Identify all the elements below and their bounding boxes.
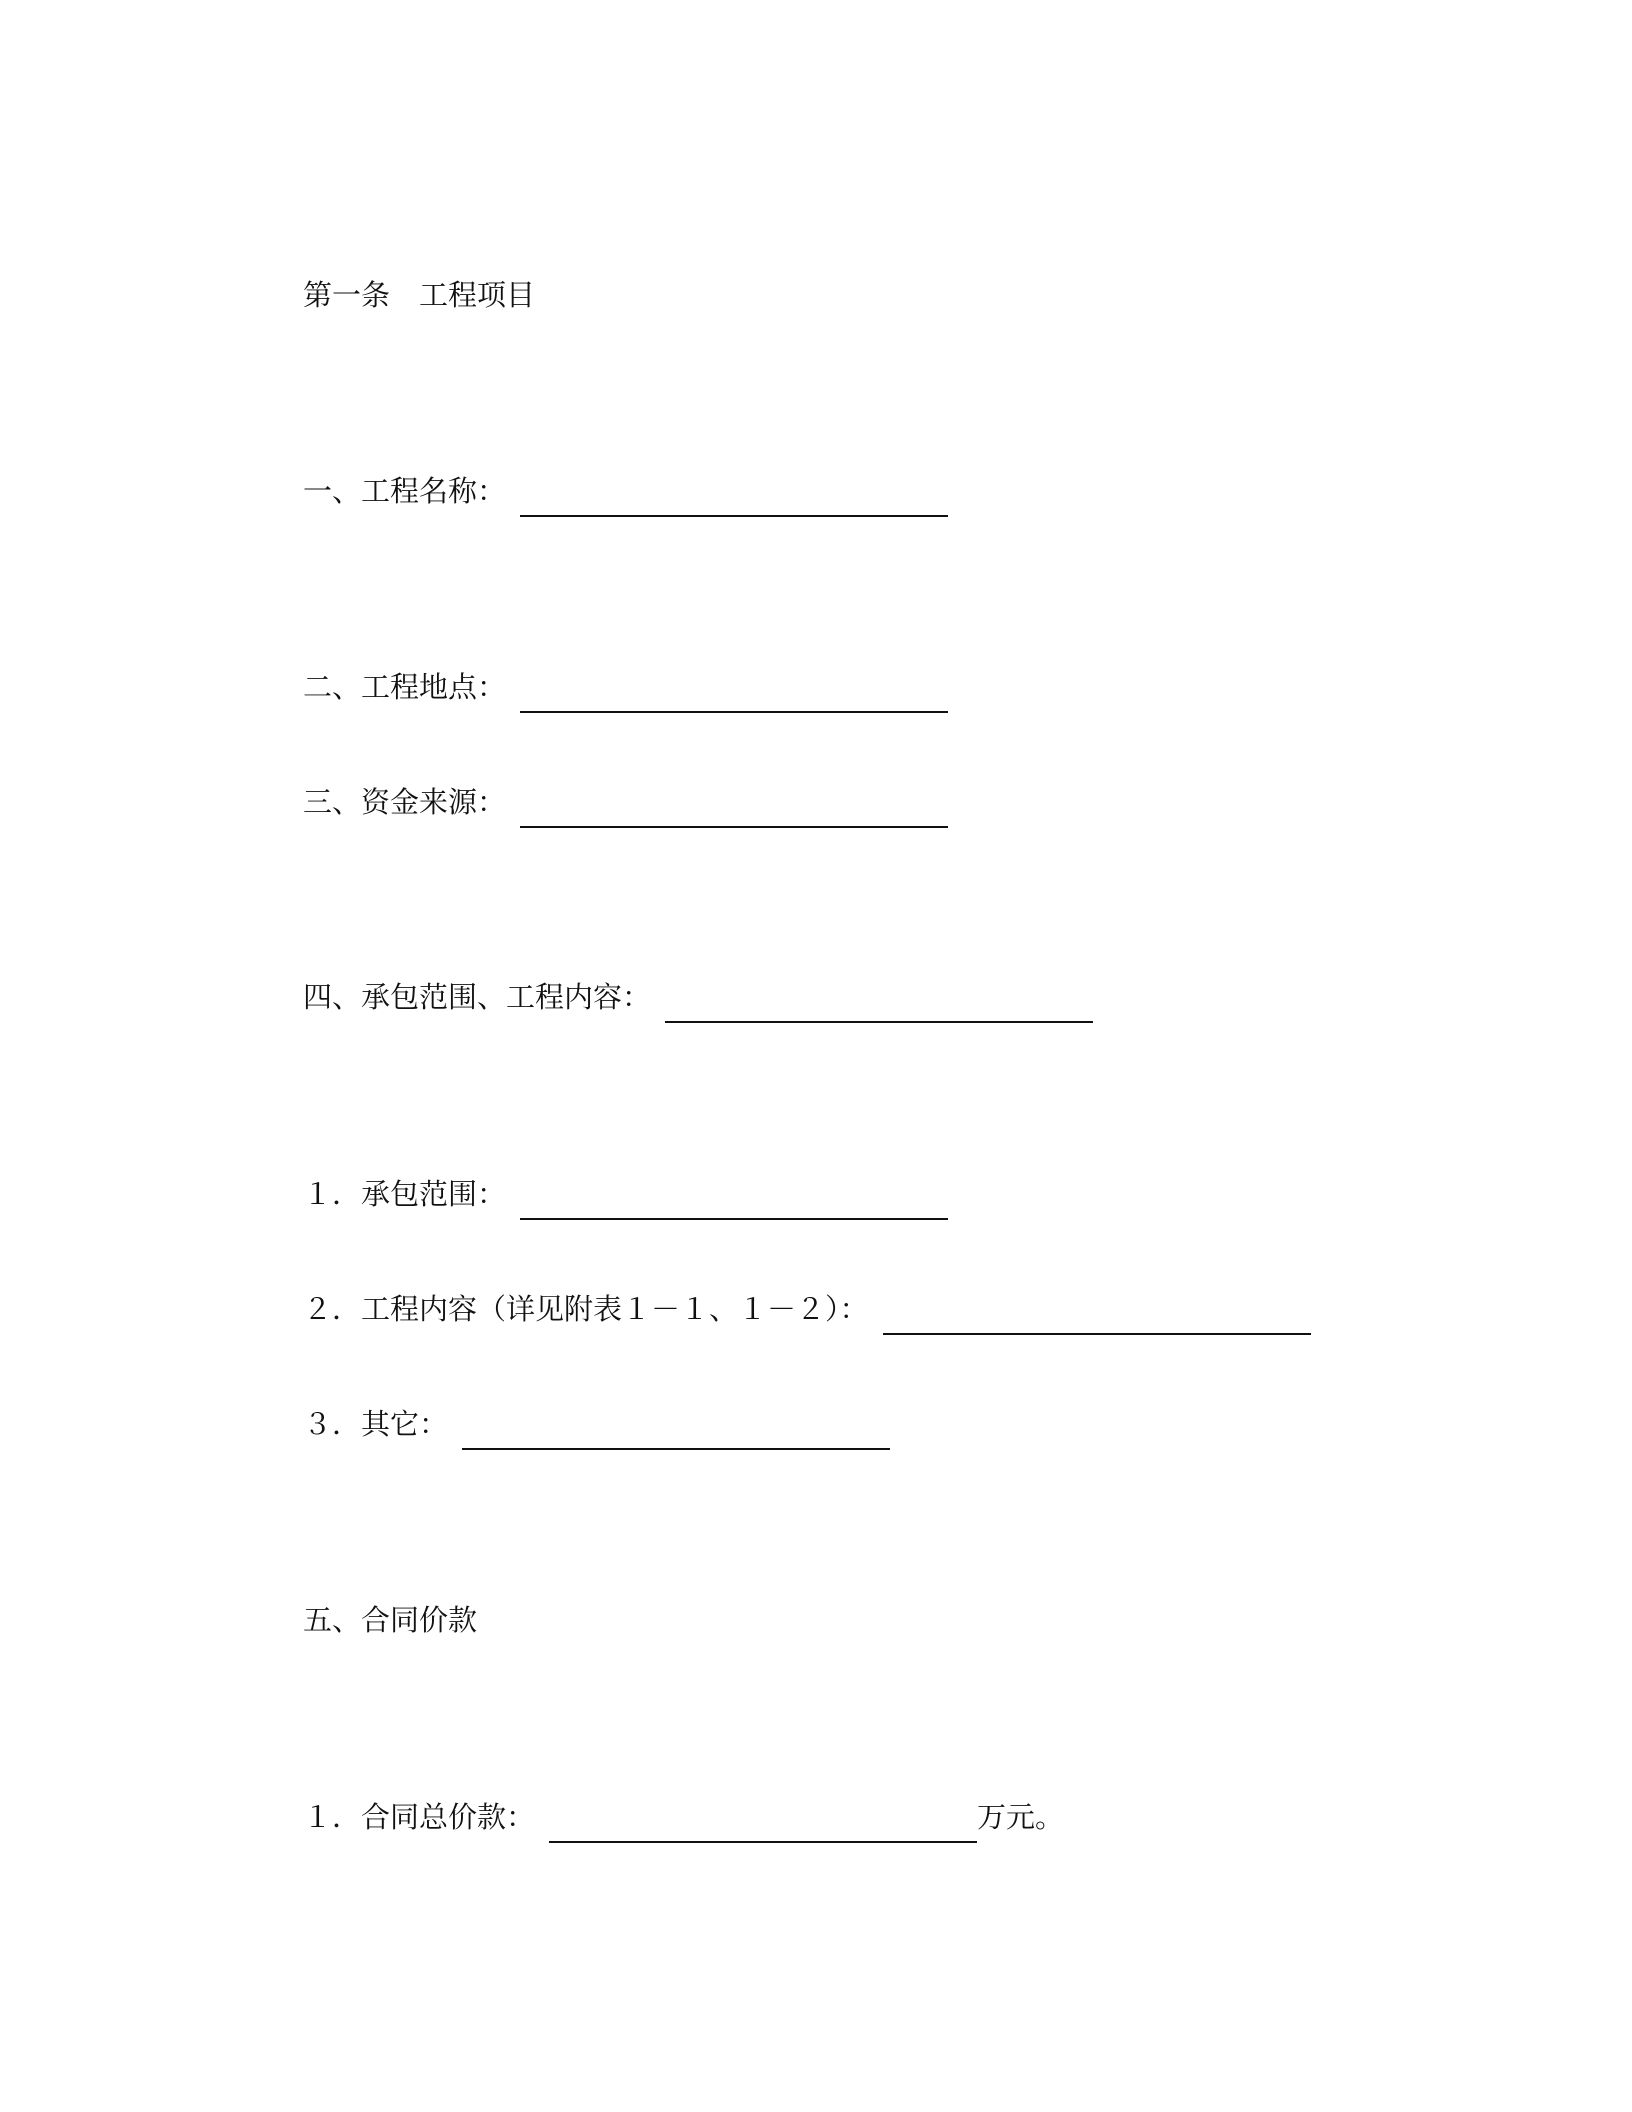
total-price-unit: 万元。 bbox=[977, 1800, 1065, 1834]
funding-source-blank[interactable] bbox=[520, 826, 948, 828]
contract-scope-line bbox=[303, 1174, 948, 1214]
work-content-line bbox=[303, 1289, 1311, 1329]
other-label: ３．其它： bbox=[303, 1407, 449, 1441]
project-location-line bbox=[303, 667, 948, 707]
project-location-blank[interactable] bbox=[520, 711, 948, 713]
total-price-blank[interactable] bbox=[549, 1841, 977, 1843]
project-name-line bbox=[303, 471, 948, 511]
project-name-label: 一、工程名称： bbox=[303, 474, 507, 508]
scope-content-blank[interactable] bbox=[665, 1021, 1093, 1023]
contract-price-title: 五、合同价款 bbox=[303, 1603, 478, 1637]
contract-scope-label: １．承包范围： bbox=[303, 1177, 507, 1211]
contract-price-heading bbox=[303, 1600, 477, 1640]
funding-source-label: 三、资金来源： bbox=[303, 785, 507, 819]
total-price-line bbox=[303, 1797, 1064, 1837]
scope-content-label: 四、承包范围、工程内容： bbox=[303, 980, 652, 1014]
project-name-blank[interactable] bbox=[520, 515, 948, 517]
project-location-label: 二、工程地点： bbox=[303, 670, 507, 704]
work-content-label: ２．工程内容（详见附表１－１、１－２）： bbox=[303, 1292, 869, 1326]
total-price-label: １．合同总价款： bbox=[303, 1800, 536, 1834]
scope-content-line bbox=[303, 977, 1093, 1017]
article-title: 第一条 工程项目 bbox=[303, 278, 536, 312]
article-heading bbox=[303, 275, 535, 315]
other-line bbox=[303, 1404, 890, 1444]
funding-source-line bbox=[303, 782, 948, 822]
other-blank[interactable] bbox=[462, 1448, 890, 1450]
work-content-blank[interactable] bbox=[883, 1333, 1311, 1335]
contract-scope-blank[interactable] bbox=[520, 1218, 948, 1220]
